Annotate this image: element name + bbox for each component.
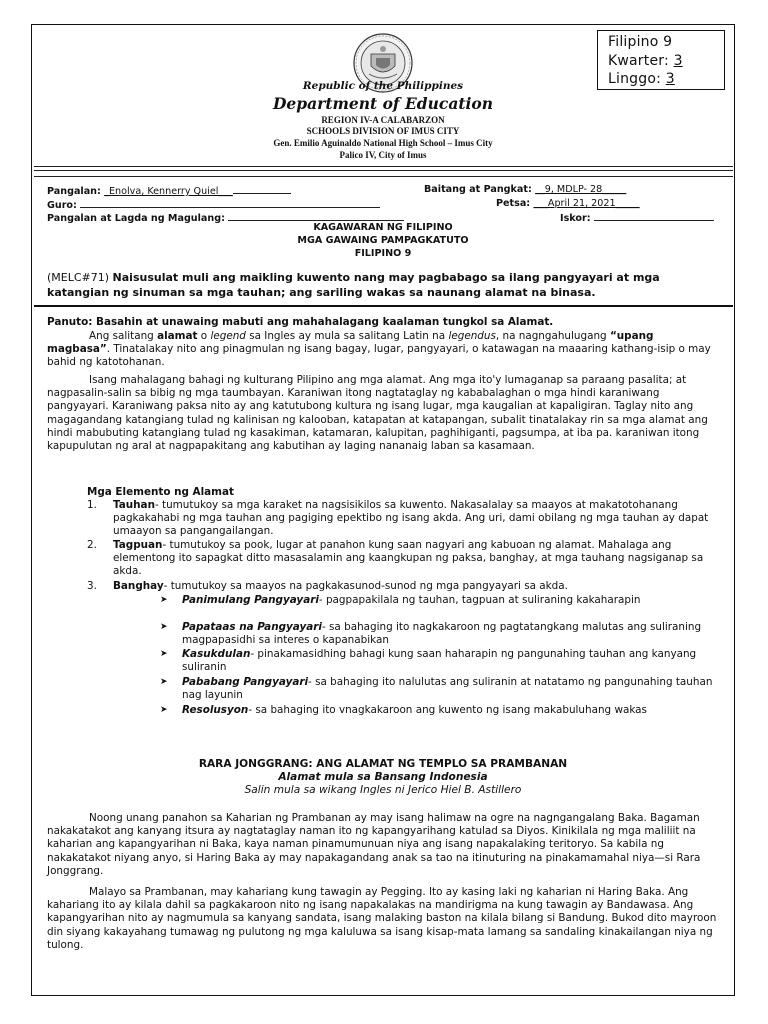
subject-heading: FILIPINO 9 <box>354 248 412 259</box>
plot-part: ➤ Pababang Pangyayari- sa bahaging ito nalulutas ang suliranin at natatamo ng pangunahing tauhan nag layunin <box>160 676 713 702</box>
quarter-label: Kwarter: <box>608 52 669 69</box>
region-label: REGION IV-A CALABARZON <box>321 115 445 125</box>
address-label: Palico IV, City of Imus <box>339 150 427 160</box>
intro-paragraph-1: Ang salitang alamat o legend sa Ingles ay mula sa salitang Latin na legendus, na nagngahulugang “upang magbasa”. Tinatalakay nito ang pinagmulan ng isang bagay, lugar, pangyayari, o katawagan na maaaring kathang-isip o may bahid ng katotohanan. <box>47 330 711 369</box>
school-label: Gen. Emilio Aguinaldo National High School – Imus City <box>273 138 493 148</box>
division-label: SCHOOLS DIVISION OF IMUS CITY <box>306 126 460 136</box>
parent-label: Pangalan at Lagda ng Magulang: <box>47 213 225 224</box>
plot-part: ➤ Papataas na Pangyayari- sa bahaging ito nagkakaroon ng pagtatangkang malutas ang suliraning magpapasidhi sa interes o kapanabikan <box>160 621 702 647</box>
department-title: Department of Education <box>272 94 494 113</box>
plot-part: ➤ Kasukdulan- pinakamasidhing bahagi kung saan haharapin ng pangunahing tauhan ang kanyang suliranin <box>160 648 697 674</box>
story-subtitle: Alamat mula sa Bansang Indonesia <box>278 771 488 783</box>
week-label: Linggo: <box>608 71 662 87</box>
story-paragraph-1: Noong unang panahon sa Kaharian ng Prambanan ay may isang halimaw na ogre na nagngangalang Baka. Bagaman nakakatakot ang kanyang itsura ay nagtataglay naman ito ng kapangyarihang katulad sa Diyos. Kinikilala ng mga maliliit na kaharian ang kapangyarihan ni Baka, kaya naman pinamumunuan niya ang isang napakalaking teritoryo. Sa kabila ng nakakatakot niyang anyo, si Haring Baka ay may napakagandang anak sa tao na itinuturing na pinakamamahal niya—si Rara Jonggrang. <box>47 812 701 877</box>
name-field <box>47 184 291 197</box>
grade-value: __9, MDLP- 28_____ <box>535 184 627 195</box>
score-label: Iskor: <box>560 213 591 224</box>
header-divider-thin <box>34 176 733 177</box>
story-paragraph-2: Malayo sa Prambanan, may kahariang kung tawagin ay Pegging. Ito ay kasing laki ng kaharian ni Haring Baka. Ang kahariang ito ay kilala dahil sa pagkakaroon nito ng isang napakalakas na mandirigma na kung tawagin ay Bandawasa. Ang kapangyarihan nito ay nagmumula sa kanyang sandata, isang malaking baston na kilala bilang si Bandung. Bukod dito mayroon din siyang kakayahang tumawag ng pulutong ng mga kaluluwa sa isang kisap-mata lamang sa sandaling kinakailangan niya ng tulong. <box>47 886 717 951</box>
story-title: RARA JONGGRANG: ANG ALAMAT NG TEMPLO SA PRAMBANAN <box>198 758 568 770</box>
element-item: 3. Banghay- tumutukoy sa maayos na pagkakasunod-sunod ng mga pangyayari sa akda. <box>87 580 568 592</box>
date-field <box>496 198 640 209</box>
plot-part: ➤ Panimulang Pangyayari- pagpapakilala ng tauhan, tagpuan at suliraning kakaharapin <box>160 594 641 606</box>
arrow-bullet-icon: ➤ <box>160 677 168 687</box>
date-value: ___April 21, 2021_____ <box>533 198 640 209</box>
arrow-bullet-icon: ➤ <box>160 705 168 715</box>
plot-part: ➤ Resolusyon- sa bahaging ito vnagkakaroon ang kuwento ng isang makabuluhang wakas <box>160 704 647 716</box>
element-item: 2. Tagpuan- tumutukoy sa pook, lugar at panahon kung saan nagyari ang kabuoan ng alamat. Mahalaga ang elementong ito sapagkat ditto masasalamin ang kaangkupan ng paksa, banghay, at mga tauhang nagsiganap sa akda. <box>87 539 704 578</box>
department-heading: KAGAWARAN NG FILIPINO <box>313 222 453 233</box>
name-value: _Enolva, Kennerry Quiel___ <box>104 186 233 197</box>
arrow-bullet-icon: ➤ <box>160 649 168 659</box>
story-translator: Salin mula sa wikang Ingles ni Jerico Hiel B. Astillero <box>244 784 522 796</box>
melc-text: Naisusulat muli ang maikling kuwento nang may pagbabago sa ilang pangyayari at mga katangian ng sinuman sa mga tauhan; ang sariling wakas sa naunang alamat na binasa. <box>47 271 660 299</box>
element-term: Banghay <box>113 580 164 592</box>
element-item: 1. Tauhan- tumutukoy sa mga karaket na nagsisikilos sa kuwento. Nakasalalay sa maayos at makatotohanang pagkakahabi ng mga tauhan ang pagiging epektibo ng isang akda. Ang uri, dami obilang ng mga tauhan ay dapat umaayon sa pangangailangan. <box>87 499 709 538</box>
quarter-line <box>608 52 724 71</box>
teacher-label: Guro: <box>47 200 77 211</box>
date-label: Petsa: <box>496 198 531 209</box>
header-divider <box>34 166 733 171</box>
elements-title: Mga Elemento ng Alamat <box>87 486 234 498</box>
name-label: Pangalan: <box>47 186 101 197</box>
quarter-value: 3 <box>673 52 683 69</box>
week-value: 3 <box>665 71 675 87</box>
objective-divider <box>34 305 733 307</box>
arrow-bullet-icon: ➤ <box>160 595 168 605</box>
subject-label: Filipino 9 <box>608 34 673 50</box>
grade-field <box>424 184 626 195</box>
grade-label: Baitang at Pangkat: <box>424 184 532 195</box>
element-term: Tagpuan <box>113 539 163 551</box>
teacher-field <box>47 198 380 211</box>
element-term: Tauhan <box>113 499 155 511</box>
arrow-bullet-icon: ➤ <box>160 622 168 632</box>
melc-code: (MELC#71) <box>47 271 110 284</box>
republic-label: Republic of the Philippines <box>302 80 464 92</box>
melc-objective <box>47 270 719 300</box>
intro-paragraph-2: Isang mahalagang bahagi ng kulturang Pilipino ang mga alamat. Ang mga ito'y lumaganap sa paraang pasalita; at nagpasalin-salin sa bibig ng mga taumbayan. Karaniwan itong nagtataglay ng kababalaghan o mga hindi karaniwang pangyayari. Karaniwang paksa nito ay ang katutubong kultura ng isang lugar, mga kaugalian at kapaligiran. Taglay nito ang magagandang katangiang tulad ng kalinisan ng kalooban, katapatan at katapangan, subalit tinatalakay rin sa mga alamat ang hindi mabubuting katangiang tulad ng kasakiman, katamaran, kalupitan, paghihiganti, pagsumpa, at iba pa. karaniwan itong kapupulutan ng aral at nagpapakitang ang kabutihan ay laging nananaig laban sa kasamaan. <box>47 374 708 453</box>
activity-heading: MGA GAWAING PAMPAGKATUTO <box>297 235 469 246</box>
panuto-instruction: Panuto: Basahin at unawaing mabuti ang mahahalagang kaalaman tungkol sa Alamat. <box>47 316 554 328</box>
